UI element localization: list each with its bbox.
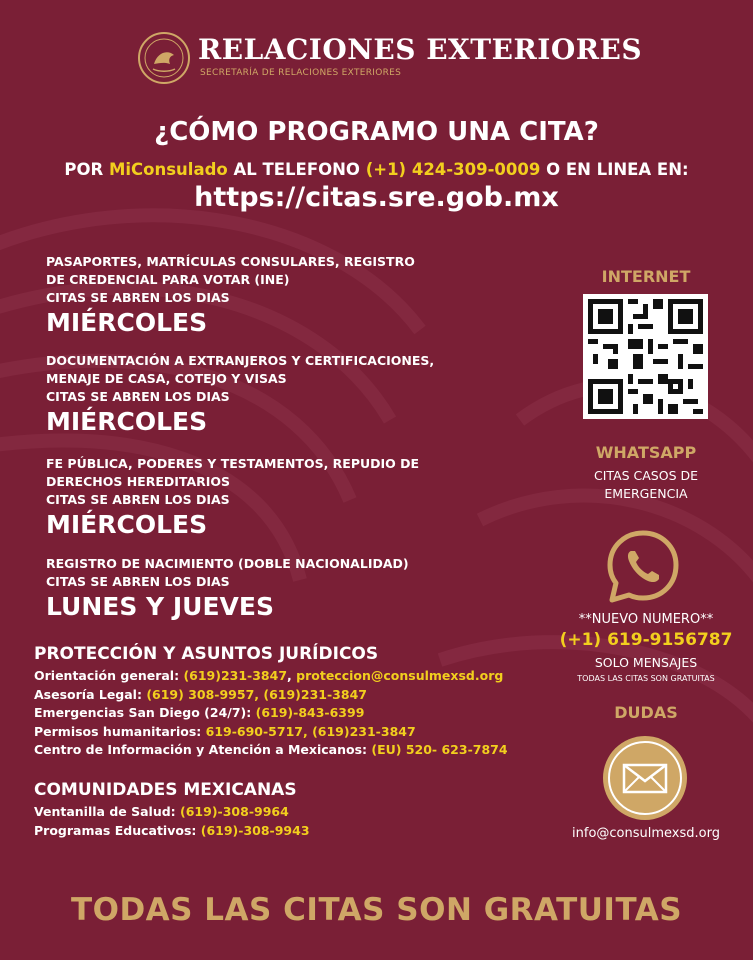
contact-label: Emergencias San Diego (24/7): xyxy=(34,705,256,721)
miconsulado-label: MiConsulado xyxy=(108,160,228,179)
phone-prefix: POR xyxy=(64,160,109,179)
whatsapp-icon[interactable] xyxy=(603,527,683,607)
citas-url-link[interactable]: https://citas.sre.gob.mx xyxy=(194,182,559,213)
service-line: CITAS SE ABREN LOS DIAS xyxy=(46,574,230,589)
communities-contact-list xyxy=(34,803,310,840)
service-day: LUNES Y JUEVES xyxy=(46,592,274,621)
service-line: PASAPORTES, MATRÍCULAS CONSULARES, REGISTRO xyxy=(46,254,415,269)
service-day: MIÉRCOLES xyxy=(46,407,208,436)
contact-phone[interactable]: 619-690-5717, (619)231-3847 xyxy=(205,723,416,739)
service-block-public-faith xyxy=(46,455,419,540)
service-line: CITAS SE ABREN LOS DIAS xyxy=(46,389,230,404)
contact-label: Asesoría Legal: xyxy=(34,686,147,702)
service-line: DERECHOS HEREDITARIOS xyxy=(46,474,231,489)
footer-free-appointments: TODAS LAS CITAS SON GRATUITAS xyxy=(70,892,683,928)
contact-phone[interactable]: (619)-308-9943 xyxy=(200,822,310,838)
service-block-documentation xyxy=(46,352,434,437)
whatsapp-number[interactable]: (+1) 619-9156787 xyxy=(559,630,733,650)
service-block-birth-registry xyxy=(46,555,409,622)
whatsapp-label: WHATSAPP xyxy=(595,443,697,462)
contact-phone[interactable]: (619)-308-9964 xyxy=(180,804,289,819)
protection-email-link[interactable]: proteccion@consulmexsd.org xyxy=(296,668,504,683)
only-messages-label: SOLO MENSAJES xyxy=(594,655,698,670)
list-item xyxy=(34,686,508,705)
contact-phone[interactable]: (619)-843-6399 xyxy=(255,705,365,721)
separator: , xyxy=(287,668,297,683)
phone-line xyxy=(0,160,753,179)
contact-label: Orientación general: xyxy=(34,668,184,683)
service-line: FE PÚBLICA, PODERES Y TESTAMENTOS, REPUDIO DE xyxy=(46,456,420,471)
whatsapp-description xyxy=(556,467,736,503)
list-item xyxy=(34,822,310,841)
miconsulado-phone-number[interactable]: (+1) 424-309-0009 xyxy=(365,160,541,179)
protection-section-title: PROTECCIÓN Y ASUNTOS JURÍDICOS xyxy=(34,644,379,664)
contact-label: Centro de Información y Atención a Mexicanos: xyxy=(34,742,372,758)
mexico-coat-of-arms-seal xyxy=(137,31,191,85)
internet-label: INTERNET xyxy=(601,267,691,286)
service-block-passports xyxy=(46,253,415,338)
service-line: REGISTRO DE NACIMIENTO (DOBLE NACIONALIDAD) xyxy=(46,556,409,571)
service-line: CITAS SE ABREN LOS DIAS xyxy=(46,492,230,507)
contact-label: Programas Educativos: xyxy=(34,822,201,838)
list-item xyxy=(34,723,508,742)
contact-label: Permisos humanitarios: xyxy=(34,723,206,739)
new-number-label: **NUEVO NUMERO** xyxy=(578,612,714,627)
service-line: DOCUMENTACIÓN A EXTRANJEROS Y CERTIFICACIONES, xyxy=(46,353,435,368)
service-day: MIÉRCOLES xyxy=(46,308,208,337)
header-title: RELACIONES EXTERIORES xyxy=(198,33,643,66)
header-subtitle: SECRETARÍA DE RELACIONES EXTERIORES xyxy=(200,68,402,78)
contact-phone[interactable]: (EU) 520- 623-7874 xyxy=(371,742,508,758)
main-question: ¿CÓMO PROGRAMO UNA CITA? xyxy=(154,117,599,147)
communities-section-title: COMUNIDADES MEXICANAS xyxy=(34,780,297,800)
dudas-label: DUDAS xyxy=(614,703,678,722)
contact-email-link[interactable]: info@consulmexsd.org xyxy=(572,826,720,841)
list-item xyxy=(34,667,508,686)
free-appointments-small: TODAS LAS CITAS SON GRATUITAS xyxy=(577,674,715,683)
service-line: CITAS SE ABREN LOS DIAS xyxy=(46,290,230,305)
phone-middle: AL TELEFONO xyxy=(227,160,366,179)
mail-icon[interactable] xyxy=(602,735,688,821)
protection-contact-list xyxy=(34,667,508,760)
qr-code-icon[interactable] xyxy=(583,294,708,419)
list-item xyxy=(34,803,310,822)
list-item xyxy=(34,704,508,723)
service-line: MENAJE DE CASA, COTEJO Y VISAS xyxy=(46,371,287,386)
service-line: DE CREDENCIAL PARA VOTAR (INE) xyxy=(46,272,290,287)
contact-phone[interactable]: (619)231-3847 xyxy=(183,668,288,683)
phone-suffix: O EN LINEA EN: xyxy=(540,160,689,179)
contact-label: Ventanilla de Salud: xyxy=(34,804,181,819)
contact-phone[interactable]: (619) 308-9957, (619)231-3847 xyxy=(146,686,367,702)
list-item xyxy=(34,741,508,760)
whatsapp-desc-line: EMERGENCIA xyxy=(604,486,688,501)
whatsapp-desc-line: CITAS CASOS DE xyxy=(593,468,699,483)
service-day: MIÉRCOLES xyxy=(46,510,208,539)
